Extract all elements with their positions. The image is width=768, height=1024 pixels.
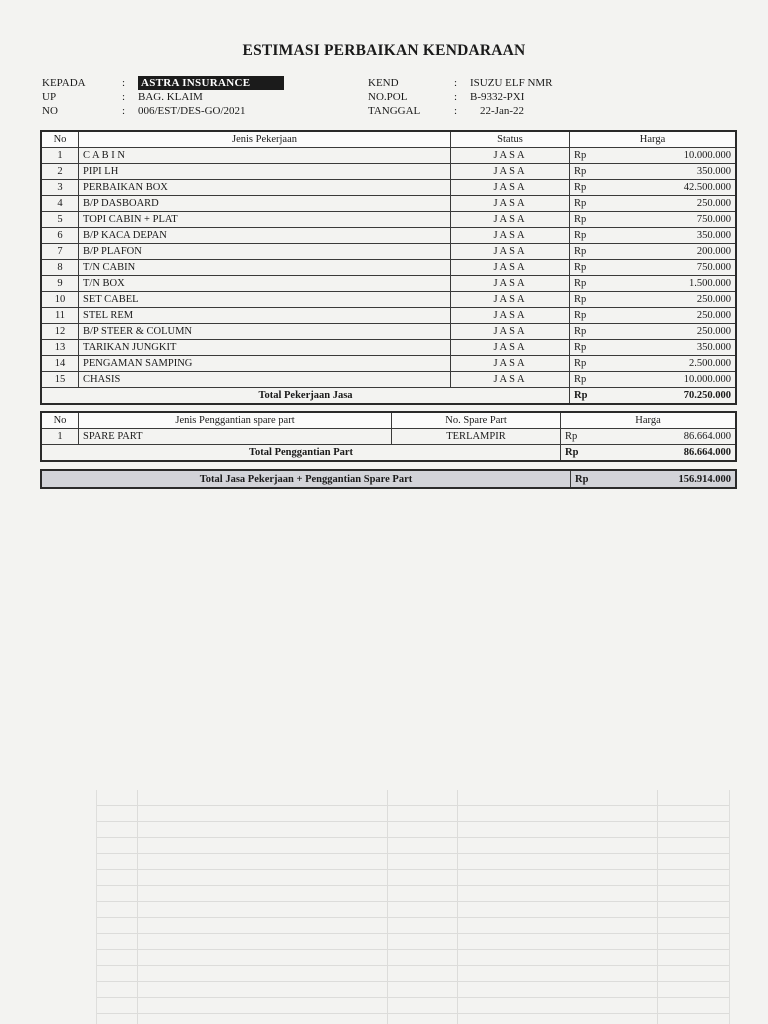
recipient-value: ASTRA INSURANCE (138, 76, 284, 90)
price: 750.000 (618, 212, 736, 228)
price: 350.000 (618, 164, 736, 180)
jobs-table (40, 130, 737, 405)
currency: Rp (570, 228, 619, 244)
row-number: 8 (41, 260, 79, 276)
job-name: T/N BOX (79, 276, 451, 292)
col-header-part: Jenis Penggantian spare part (79, 412, 392, 429)
parts-total-value: 86.664.000 (609, 445, 736, 462)
row-number: 9 (41, 276, 79, 292)
field-label: UP (42, 91, 57, 103)
job-name: TARIKAN JUNGKIT (79, 340, 451, 356)
header-field-up (42, 90, 284, 104)
currency: Rp (570, 196, 619, 212)
parts-header-row (41, 412, 736, 429)
artifact-line (137, 790, 138, 1024)
job-name: PENGAMAN SAMPING (79, 356, 451, 372)
job-name: B/P DASBOARD (79, 196, 451, 212)
field-colon: : (122, 91, 126, 103)
job-name: B/P KACA DEPAN (79, 228, 451, 244)
header-left (42, 76, 284, 118)
job-name: CHASIS (79, 372, 451, 388)
row-number: 3 (41, 180, 79, 196)
price: 10.000.000 (618, 372, 736, 388)
col-header-no: No (41, 131, 79, 148)
parts-total-row (41, 445, 736, 462)
header-right (368, 76, 553, 118)
field-colon: : (122, 105, 126, 117)
jobs-header-row (41, 131, 736, 148)
currency: Rp (570, 260, 619, 276)
row-number: 7 (41, 244, 79, 260)
job-status: JASA (451, 148, 570, 164)
table-row (41, 148, 736, 164)
row-number: 2 (41, 164, 79, 180)
table-row (41, 228, 736, 244)
currency: Rp (570, 308, 619, 324)
price: 750.000 (618, 260, 736, 276)
table-row (41, 196, 736, 212)
table-row (41, 324, 736, 340)
row-number: 11 (41, 308, 79, 324)
price: 250.000 (618, 292, 736, 308)
price: 2.500.000 (618, 356, 736, 372)
row-number: 10 (41, 292, 79, 308)
currency: Rp (570, 148, 619, 164)
job-status: JASA (451, 356, 570, 372)
artifact-line (657, 790, 658, 1024)
grand-total-label: Total Jasa Pekerjaan + Penggantian Spare Part (41, 470, 571, 488)
field-value: 006/EST/DES-GO/2021 (138, 105, 246, 117)
grand-total-table (40, 469, 737, 489)
table-row (41, 308, 736, 324)
document-title: ESTIMASI PERBAIKAN KENDARAAN (242, 42, 526, 59)
row-number: 4 (41, 196, 79, 212)
price: 350.000 (618, 228, 736, 244)
header-field-kepada (42, 76, 284, 90)
table-row (41, 260, 736, 276)
show-through-table-artifact (96, 790, 730, 1024)
field-value: 22-Jan-22 (480, 105, 524, 117)
jobs-total-value: 70.250.000 (618, 388, 736, 405)
currency: Rp (570, 356, 619, 372)
currency: Rp (561, 429, 610, 445)
job-name: C A B I N (79, 148, 451, 164)
field-colon: : (454, 77, 458, 89)
field-label: TANGGAL (368, 105, 421, 117)
table-row (41, 372, 736, 388)
currency: Rp (570, 292, 619, 308)
row-number: 1 (41, 148, 79, 164)
field-label: KEPADA (42, 77, 86, 89)
job-status: JASA (451, 212, 570, 228)
col-header-price: Harga (570, 131, 737, 148)
col-header-status: Status (451, 131, 570, 148)
job-name: B/P STEER & COLUMN (79, 324, 451, 340)
job-status: JASA (451, 324, 570, 340)
table-row (41, 212, 736, 228)
job-status: JASA (451, 244, 570, 260)
table-row (41, 276, 736, 292)
header-field-kend (368, 76, 553, 90)
field-value: B-9332-PXI (470, 91, 525, 103)
parts-total-currency: Rp (561, 445, 610, 462)
parts-total-label: Total Penggantian Part (41, 445, 561, 462)
table-row (41, 292, 736, 308)
currency: Rp (570, 340, 619, 356)
job-status: JASA (451, 292, 570, 308)
col-header-job: Jenis Pekerjaan (79, 131, 451, 148)
field-value: BAG. KLAIM (138, 91, 203, 103)
row-number: 12 (41, 324, 79, 340)
price: 250.000 (618, 324, 736, 340)
job-name: STEL REM (79, 308, 451, 324)
row-number: 13 (41, 340, 79, 356)
row-number: 14 (41, 356, 79, 372)
jobs-total-row (41, 388, 736, 405)
table-row (41, 356, 736, 372)
price: 250.000 (618, 196, 736, 212)
table-row (41, 164, 736, 180)
row-number: 1 (41, 429, 79, 445)
job-status: JASA (451, 372, 570, 388)
col-header-price: Harga (561, 412, 737, 429)
artifact-line (457, 790, 458, 1024)
currency: Rp (570, 324, 619, 340)
grand-total-value: 156.914.000 (619, 470, 736, 488)
job-name: TOPI CABIN + PLAT (79, 212, 451, 228)
price: 86.664.000 (609, 429, 736, 445)
col-header-spare-no: No. Spare Part (392, 412, 561, 429)
header-field-nopol (368, 90, 553, 104)
header-field-no (42, 104, 284, 118)
job-name: T/N CABIN (79, 260, 451, 276)
table-row (41, 244, 736, 260)
jobs-body (41, 148, 736, 388)
currency: Rp (570, 164, 619, 180)
table-row (41, 429, 736, 445)
field-colon: : (454, 105, 458, 117)
parts-table (40, 411, 737, 462)
jobs-total-currency: Rp (570, 388, 619, 405)
artifact-line (387, 790, 388, 1024)
currency: Rp (570, 244, 619, 260)
grand-total-row (41, 470, 736, 488)
field-label: NO (42, 105, 58, 117)
row-number: 6 (41, 228, 79, 244)
part-name: SPARE PART (79, 429, 392, 445)
field-value: ISUZU ELF NMR (470, 77, 553, 89)
parts-body (41, 429, 736, 445)
grand-total-currency: Rp (571, 470, 620, 488)
job-name: B/P PLAFON (79, 244, 451, 260)
job-name: PERBAIKAN BOX (79, 180, 451, 196)
job-status: JASA (451, 260, 570, 276)
currency: Rp (570, 212, 619, 228)
currency: Rp (570, 276, 619, 292)
currency: Rp (570, 372, 619, 388)
job-status: JASA (451, 180, 570, 196)
field-colon: : (122, 77, 126, 89)
field-colon: : (454, 91, 458, 103)
header-field-tanggal (368, 104, 553, 118)
spare-part-number: TERLAMPIR (392, 429, 561, 445)
field-label: KEND (368, 77, 399, 89)
price: 200.000 (618, 244, 736, 260)
price: 350.000 (618, 340, 736, 356)
table-row (41, 340, 736, 356)
row-number: 15 (41, 372, 79, 388)
job-status: JASA (451, 308, 570, 324)
price: 250.000 (618, 308, 736, 324)
job-name: PIPI LH (79, 164, 451, 180)
row-number: 5 (41, 212, 79, 228)
job-status: JASA (451, 164, 570, 180)
job-status: JASA (451, 196, 570, 212)
price: 42.500.000 (618, 180, 736, 196)
table-row (41, 180, 736, 196)
currency: Rp (570, 180, 619, 196)
field-label: NO.POL (368, 91, 408, 103)
job-status: JASA (451, 276, 570, 292)
job-status: JASA (451, 228, 570, 244)
price: 10.000.000 (618, 148, 736, 164)
col-header-no: No (41, 412, 79, 429)
job-name: SET CABEL (79, 292, 451, 308)
jobs-total-label: Total Pekerjaan Jasa (41, 388, 570, 405)
job-status: JASA (451, 340, 570, 356)
price: 1.500.000 (618, 276, 736, 292)
